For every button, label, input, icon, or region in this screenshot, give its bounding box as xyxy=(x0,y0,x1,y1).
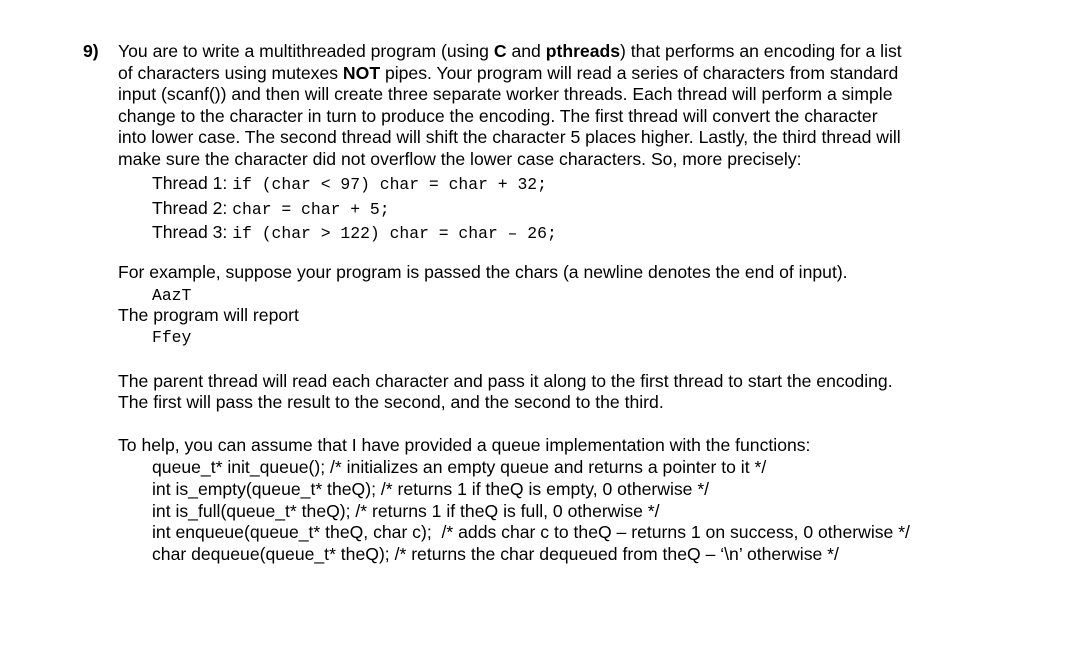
thread-1-row xyxy=(152,172,557,197)
intro-line-1 xyxy=(118,41,1018,63)
intro-text: and xyxy=(506,41,546,61)
intro-text: ) that performs an encoding for a list xyxy=(620,41,902,61)
function-is-full: int is_full(queue_t* theQ); /* returns 1 if theQ is full, 0 otherwise */ xyxy=(152,500,660,521)
example-output: Ffey xyxy=(152,328,192,347)
bold-c: C xyxy=(493,41,507,61)
intro-text: of characters using mutexes xyxy=(118,62,343,83)
question-intro xyxy=(118,41,1018,170)
intro-line-6: make sure the character did not overflow the lower case characters. So, more precisely: xyxy=(118,148,802,169)
function-list xyxy=(152,457,910,566)
thread-3-row xyxy=(152,221,557,246)
thread-2-row xyxy=(152,197,557,222)
function-is-empty: int is_empty(queue_t* theQ); /* returns 1 if theQ is empty, 0 otherwise */ xyxy=(152,478,710,499)
thread-3-label: Thread 3: xyxy=(152,222,233,242)
function-init-queue: queue_t* init_queue(); /* initializes an empty queue and returns a pointer to it */ xyxy=(152,457,767,477)
thread-1-code: if (char < 97) char = char + 32; xyxy=(232,175,547,194)
intro-line-3: input (scanf()) and then will create three separate worker threads. Each thread will perform a simple xyxy=(118,84,893,104)
question-number: 9) xyxy=(83,41,99,61)
thread-2-label: Thread 2: xyxy=(152,197,233,218)
bold-not: NOT xyxy=(342,62,381,83)
example-input: AazT xyxy=(152,286,192,305)
function-dequeue: char dequeue(queue_t* theQ); /* returns the char dequeued from theQ – ‘\n’ otherwise */ xyxy=(152,544,839,565)
function-enqueue: int enqueue(queue_t* theQ, char c); /* adds char c to theQ – returns 1 on success, 0 otherwise */ xyxy=(152,522,910,543)
thread-1-label: Thread 1: xyxy=(152,173,233,193)
thread-3-code: if (char > 122) char = char – 26; xyxy=(232,224,557,243)
example-intro: For example, suppose your program is passed the chars (a newline denotes the end of input). xyxy=(118,262,848,282)
help-intro: To help, you can assume that I have provided a queue implementation with the functions: xyxy=(118,435,811,455)
intro-line-2 xyxy=(118,63,1018,85)
intro-line-5: into lower case. The second thread will shift the character 5 places higher. Lastly, the third thread will xyxy=(118,127,901,147)
thread-2-code: char = char + 5; xyxy=(232,199,390,219)
thread-definitions xyxy=(152,172,557,246)
parent-line-1: The parent thread will read each character and pass it along to the first thread to start the encoding. xyxy=(118,371,893,391)
intro-text: You are to write a multithreaded program (using xyxy=(118,41,494,61)
report-label: The program will report xyxy=(118,305,299,325)
bold-pthreads: pthreads xyxy=(545,41,621,61)
parent-line-2: The first will pass the result to the second, and the second to the third. xyxy=(118,392,664,412)
intro-text: pipes. Your program will read a series of characters from standard xyxy=(380,62,899,83)
intro-line-4: change to the character in turn to produce the encoding. The first thread will convert the character xyxy=(118,105,878,126)
